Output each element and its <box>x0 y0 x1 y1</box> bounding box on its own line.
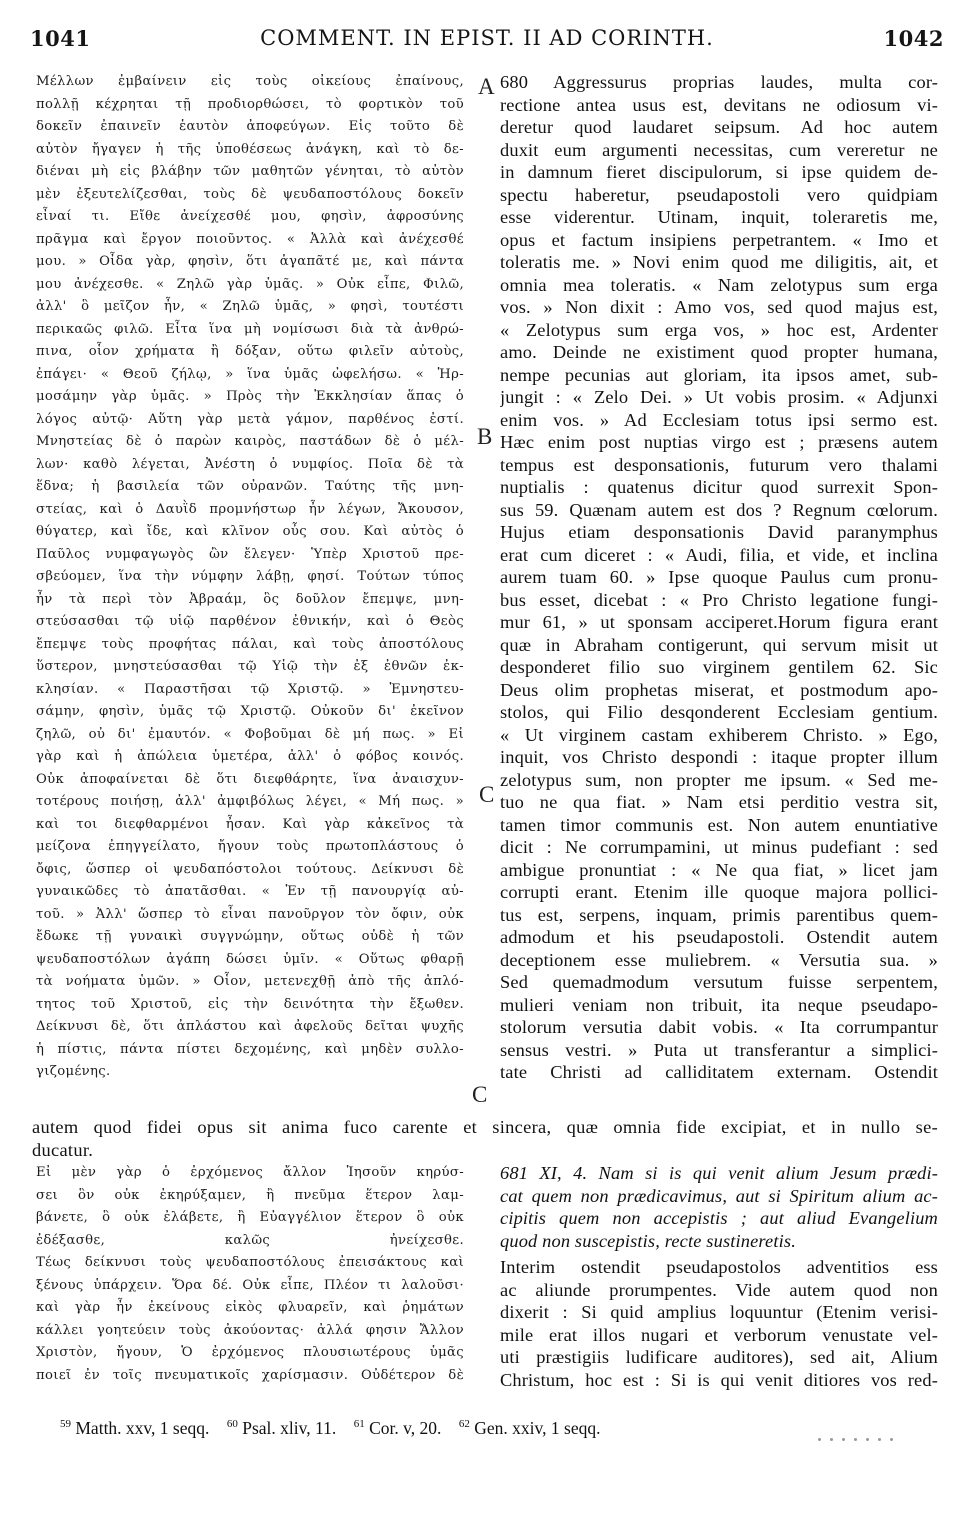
text-line: Τέως δείκνυσι τοὺς ψευδαποστόλους ἐπεισάκτους καὶ <box>36 1255 464 1270</box>
text-line: γὰρ καὶ ἡ ἀπώλεια ὑμετέρα, ἀλλ' ὁ φόβος κοινός. <box>36 749 464 764</box>
text-line: πρᾶγμα καὶ ἔργον ποιοῦντος. « Ἀλλὰ καὶ ἀνέχεσθέ <box>36 231 464 247</box>
text-line: πινα, οἷον χρήματα ἢ δόξαν, οὕτω φιλεῖν αὐτοὺς, <box>36 344 464 359</box>
text-line: Μέλλων ἐμβαίνειν εἰς τοὺς οἰκείους ἐπαίνους, <box>36 74 464 89</box>
text-line: διέναι μὴ εἰς βλάβην τῶν μαθητῶν γένηται, τὸ αὐτὸν <box>36 164 464 179</box>
text-line: Christum, hoc est : Si is qui venit ditiores vos red- <box>500 1369 938 1390</box>
text-line: ἡ πίστις, πάντα πίστει δεχομένης, καὶ μηδὲν συλλο- <box>36 1041 464 1057</box>
text-line: κάλλει γοητεύειν τοὺς ἀκούοντας· ἀλλά φησιν Ἄλλον <box>36 1322 464 1338</box>
text-line: ψευδαποστόλων ἀγάπη δώσει ὑμῖν. « Οὕτως φθαρῇ <box>36 951 464 967</box>
text-line: deretur quod laudaret seipsum. Ad hoc autem <box>500 117 938 137</box>
section-marker-b: B <box>477 424 493 449</box>
faint-speck-marks <box>818 1426 938 1432</box>
text-line: ὄφις, ὥσπερ οἱ ψευδαπόστολοι τούτους. Δείκνυσι δὲ <box>36 861 464 877</box>
text-line: desponderet filio suo virginem gentilem 62. Sic <box>500 657 938 677</box>
text-line: ἐδέξασθε, καλῶς ἠνείχεσθε. <box>36 1232 464 1248</box>
text-line: enim vos. » Ad Ecclesiam totus ipsi sermo est. <box>500 409 938 430</box>
full-width-line: autem quod fidei opus sit anima fuco carente et sincera, quæ omnia fide excipiat, et in nullo se- <box>32 1117 938 1137</box>
text-line: « Zelotypus sum erga vos, » hoc est, Ardenter <box>500 319 938 340</box>
text-line: Interim ostendit pseudapostolos adventitios ess <box>500 1257 938 1277</box>
text-line: αὐτὸν ἤγαγεν ἡ τῆς ὑποθέσεως ἀνάγκη, καὶ τὸ δε- <box>36 141 464 157</box>
text-line: ξένους ὑπάρχειν. Ὅρα δέ. Οὐκ εἶπε, Πλέον τι λαλοῦσι· <box>36 1277 464 1293</box>
text-line: nempe pecunias aut gloriam, ita ipsos amet, sub- <box>500 364 938 385</box>
text-line: quod non suscepistis, recte sustineretis. <box>500 1230 796 1251</box>
text-line: tate Christi ad calliditatem externam. Ostendit <box>500 1062 938 1082</box>
text-line: stolorum versutia dabit vobis. « Ita corrumpantur <box>500 1017 938 1037</box>
text-line: tempus est desponsationis, futurum vero thalami <box>500 454 938 475</box>
text-line: « Ut virginem castam exhiberem Christo. » Ego, <box>500 724 938 745</box>
page-header <box>30 26 944 56</box>
text-line: nuptialis : quatenus dicitur quod surrexit Spon- <box>500 477 938 497</box>
text-line: mulieri veniam non tribuit, ita neque pseudapo- <box>500 994 938 1015</box>
text-line: in damnum fieret discipulorum, si ipse quidem de- <box>500 162 938 182</box>
text-line: λόγος αὐτῷ· Αὕτη γὰρ μετὰ γάμον, παρθένος ἐστί. <box>36 411 464 427</box>
text-line: σάμην, φησὶν, ὑμᾶς τῷ Χριστῷ. Οὐκοῦν δι' ἐκεῖνον <box>36 704 464 719</box>
text-line: γυναικῶδες τὸ ἀπατᾶσθαι. « Ἐν τῇ πανουργίᾳ αὐ- <box>36 884 464 899</box>
text-line: ambigue pronuntiat : « Ne qua fiat, » licet jam <box>500 859 938 880</box>
text-line: τοτέρους ποιήσῃ, ἀλλ' ἀμφιβόλως λέγει, « Μή πως. » <box>36 794 464 809</box>
text-line: zelotypus sum, non propter me ipsum. « Sed me- <box>500 769 938 790</box>
running-title: COMMENT. IN EPIST. II AD CORINTH. <box>260 26 714 50</box>
text-line: stolos, qui Filio desqonderent Ecclesiam gentium. <box>500 702 938 722</box>
text-line: sus 59. Quænam autem est dos ? Regnum cœlorum. <box>500 499 938 520</box>
text-line: rectione antea usus est, devitans ne odiosum vi- <box>500 94 938 115</box>
text-line: Hæc enim post nuptias virgo est ; præsens autem <box>500 432 938 452</box>
text-line: toleratis me. » Novi enim quod me diligitis, ait, et <box>500 252 938 272</box>
text-line: tuo ne qua fiat. » Nam etsi perditio vestra sit, <box>500 792 938 812</box>
text-line: σει ὃν οὐκ ἐκηρύξαμεν, ἢ πνεῦμα ἕτερον λαμ- <box>36 1187 464 1203</box>
footnotes <box>60 1418 601 1439</box>
text-line: bus esset, dicebat : « Pro Christo legatione fungi- <box>500 589 938 610</box>
text-line: στείας, καὶ ὁ Δαυῒδ προμνήστωρ ἦν λέγων, Ἄκουσον, <box>36 501 464 517</box>
text-line: Deus olim prophetas miserat, et postmodum apo- <box>500 679 938 700</box>
text-line: ἐπάγει· « Θεοῦ ζήλῳ, » ἵνα ὑμᾶς ὠφελήσω. « Ἡρ- <box>36 366 464 382</box>
footnote-text: Cor. v, 20. <box>364 1418 442 1438</box>
text-line: μοσάμην γὰρ ὑμᾶς. » Πρὸς τὴν Ἐκκλησίαν ἅπας ὁ <box>36 389 464 404</box>
section-marker-a: A <box>478 74 495 99</box>
text-line: mur 61, » ut sponsam acciperet.Horum figura erant <box>500 612 938 632</box>
text-line: βάνετε, ὃ οὐκ ἐλάβετε, ἢ Εὐαγγέλιον ἕτερον ὃ οὐκ <box>36 1210 464 1225</box>
text-line: erat cum diceret : « Audi, filia, et vide, et inclina <box>500 544 938 565</box>
text-line: sensus vestri. » Puta ut transferantur a simplici- <box>500 1039 938 1060</box>
text-line: dicit : Ne corrumpamini, ut minus pudefiant : sed <box>500 837 938 857</box>
text-line: τητος τοῦ Χριστοῦ, εἰς τὴν δεινότητα τὴν ἔξωθεν. <box>36 996 464 1012</box>
left-column-greek-bottom <box>36 1162 464 1387</box>
text-line: καὶ τοι διεφθαρμένοι ἦσαν. Καὶ γὰρ κἀκεῖνος τὰ <box>36 816 464 832</box>
text-line: deceptionem esse muliebrem. « Versutia sua. » <box>500 949 938 970</box>
text-line: uti præstigiis ludificare auditores), sed ait, Alium <box>500 1347 938 1367</box>
text-line: ζηλῶ, οὐ δι' ἐμαυτόν. « Φοβοῦμαι δὲ μή πως. » Εἰ <box>36 726 464 742</box>
section-marker-c-lower: C <box>472 1082 488 1107</box>
text-line: Παῦλος νυμφαγωγὸς ὢν ἔλεγεν· Ὑπὲρ Χριστοῦ πρε- <box>36 546 464 562</box>
footnote-text: Psal. xliv, 11. <box>237 1418 337 1438</box>
text-line: μου ἀνέχεσθε. « Ζηλῶ γὰρ ὑμᾶς. » Οὐκ εἶπε, Φιλῶ, <box>36 276 464 292</box>
text-line: dixerit : Si quid amplius loquuntur (Etenim verisi- <box>500 1302 938 1322</box>
text-line: κλησίαν. « Παραστῆσαι τῷ Χριστῷ. » Ἐμνηστευ- <box>36 681 464 697</box>
text-line: ἔδωκε τῇ γυναικὶ συγγνώμην, οὕτως οὐδὲ ἡ τῶν <box>36 929 464 944</box>
text-line: quæ in Abraham contigerunt, qui servum misit ut <box>500 634 938 655</box>
text-line: στεύσασθαι τῷ υἱῷ παρθένον ἐθνικήν, καὶ ὁ Θεὸς <box>36 614 464 629</box>
text-line: Χριστὸν, ἤγουν, Ὁ ἐρχόμενος πλουσιωτέρους ὑμᾶς <box>36 1345 464 1360</box>
text-line: τὰ νοήματα ὑμῶν. » Οἷον, μετενεχθῇ ἀπὸ τῆς ἁπλό- <box>36 974 464 989</box>
page-number-left: 1041 <box>30 26 91 51</box>
text-line: amo. Deinde ne existiment quod propter humana, <box>500 342 938 362</box>
text-line: Δείκνυσι δὲ, ὅτι ἀπλάστου καὶ ἀφελοῦς δεῖται ψυχῆς <box>36 1019 464 1034</box>
text-line: μείζονα ἐπηγγείλατο, ἤγουν τοὺς πρωτοπλάστους ὁ <box>36 839 464 854</box>
right-column-latin-top <box>500 71 938 1084</box>
text-line: καὶ γὰρ ἦν ἐκείνους εἰκὸς φλυαρεῖν, καὶ ῥημάτων <box>36 1300 464 1315</box>
text-line: corrupti erant. Etenim ille quoque majora pollici- <box>500 882 938 902</box>
text-line: γιζομένης. <box>36 1064 111 1079</box>
text-line: ποιεῖ ἐν τοῖς πνευματικοῖς χαρίσμασιν. Οὐδέτερον δὲ <box>36 1367 464 1383</box>
text-line: μὲν ἐξευτελίζεσθαι, τοὺς δὲ ψευδαποστόλους δοκεῖν <box>36 186 464 202</box>
text-line: Μνηστείας δὲ ὁ παρὼν καιρὸς, παστάδων δὲ ὁ μέλ- <box>36 434 464 449</box>
text-line: θύγατερ, καὶ ἴδε, καὶ κλῖνον οὖς σου. Καὶ αὐτὸς ὁ <box>36 524 464 539</box>
footnote-number: 60 <box>226 1418 238 1431</box>
text-line: ἔπεμψε τοὺς προφήτας πάλαι, καὶ τοὺς ἀποστόλους <box>36 636 464 652</box>
text-line: 680 Aggressurus proprias laudes, multa cor- <box>500 72 938 92</box>
text-line: σβεύομεν, ἵνα τὴν νύμφην λάβῃ, φησί. Τούτων τύπος <box>36 569 464 584</box>
text-line: περικαῶς φιλῶ. Εἶτα ἵνα μὴ νομίσωσι διὰ τὰ ἀνθρώ- <box>36 321 464 337</box>
text-line: Οὐκ ἀποφαίνεται δὲ ὅτι διεφθάρητε, ἵνα ἀναισχυν- <box>36 771 464 787</box>
text-line: duxit eum argumenti necessitas, cum vereretur ne <box>500 139 938 160</box>
text-line: jungit : « Zelo Dei. » Ut vobis prosim. « Adjunxi <box>500 387 938 407</box>
text-line: cat quem non prædicavimus, aut si Spiritum alium ac- <box>500 1185 938 1206</box>
text-line: ἕδνα; ἡ βασιλεία τῶν οὐρανῶν. Ταύτης τῆς μνη- <box>36 479 464 494</box>
text-line: μου. » Οἶδα γὰρ, φησὶν, ὅτι ἀγαπᾶτέ με, καὶ πάντα <box>36 254 464 269</box>
text-line: Hujus etiam desponsationis David paranymphus <box>500 522 938 542</box>
footnote-text: Matth. xxv, 1 seqq. <box>71 1418 210 1438</box>
text-line: ἀλλ' ὃ μεῖζον ἦν, « Ζηλῶ ὑμᾶς, » φησὶ, τουτέστι <box>36 299 464 314</box>
footnote-number: 59 <box>60 1418 71 1431</box>
text-line: esse viderentur. Utinam, inquit, toleraretis me, <box>500 207 938 227</box>
text-line: inquit, vos Christo despondi : itaque propter illum <box>500 747 938 767</box>
text-line: λων· καθὸ λέγεται, Ἀνέστη ὁ νυμφίος. Ποῖα δὲ τὰ <box>36 456 464 472</box>
footnote-number: 62 <box>458 1418 470 1431</box>
footnote-number: 61 <box>353 1418 365 1431</box>
text-line: ἦν τὰ περὶ τὸν Ἀβραάμ, ὃς δοῦλον ἔπεμψε, μνη- <box>36 591 464 607</box>
text-line: admodum et his pseudapostoli. Ostendit autem <box>500 927 938 947</box>
right-column-latin-italic-heading <box>500 1162 938 1252</box>
text-line: vos. » Non dixit : Amo vos, sed quod majus est, <box>500 297 938 317</box>
text-line: ac aliunde prorumpentes. Vide autem quod non <box>500 1279 938 1300</box>
full-width-block <box>32 1116 938 1161</box>
text-line: aurem tuam 60. » Ipse quoque Paulus cum pronu- <box>500 567 938 587</box>
text-line: opus et factum insipiens perpetrantem. « Imo et <box>500 229 938 250</box>
text-line: spectu haberetur, pseudapostoli vero quidpiam <box>500 184 938 205</box>
text-line: cipitis quem non accepistis ; aut aliud Evangelium <box>500 1208 938 1228</box>
text-line: τοῦ. » Ἀλλ' ὥσπερ τὸ εἶναι πανοῦργον τὸν ὄφιν, οὐκ <box>36 906 464 922</box>
page-number-right: 1042 <box>883 26 944 51</box>
section-marker-c: C <box>479 782 495 807</box>
footnote-text: Gen. xxiv, 1 seqq. <box>469 1418 601 1438</box>
text-line: omnia mea toleratis. « Nam zelotypus sum erga <box>500 274 938 295</box>
left-column-greek-top <box>36 71 464 1084</box>
text-line: Sed quemadmodum versutum fuisse serpentem, <box>500 972 938 992</box>
text-line: εἶναί τι. Εἴθε ἀνείχεσθέ μου, φησὶν, ἀφροσύνης <box>36 209 464 224</box>
text-line: Εἰ μὲν γὰρ ὁ ἐρχόμενος ἄλλον Ἰησοῦν κηρύσ- <box>36 1165 464 1180</box>
text-line: tamen timor communis est. Non autem enuntiative <box>500 814 938 835</box>
text-line: 681 XI, 4. Nam si is qui venit alium Jesum prædi- <box>500 1163 938 1183</box>
text-line: πολλῇ κέχρηται τῇ προδιορθώσει, τὸ φορτικὸν τοῦ <box>36 96 464 112</box>
text-line: ὕστερον, μνηστεύσασθαι τῷ Υἱῷ τὴν ἐξ ἐθνῶν ἐκ- <box>36 659 464 674</box>
text-line: δοκεῖν ἐπαινεῖν ἑαυτὸν ἀποφεύγων. Εἰς τοῦτο δὲ <box>36 119 464 134</box>
text-line: mile erat illos nugari et verborum venustate vel- <box>500 1324 938 1345</box>
right-column-latin-bottom <box>500 1256 938 1391</box>
text-line: tus est, serpens, inquam, primis parentibus quem- <box>500 904 938 925</box>
full-width-line: ducatur. <box>32 1139 94 1160</box>
